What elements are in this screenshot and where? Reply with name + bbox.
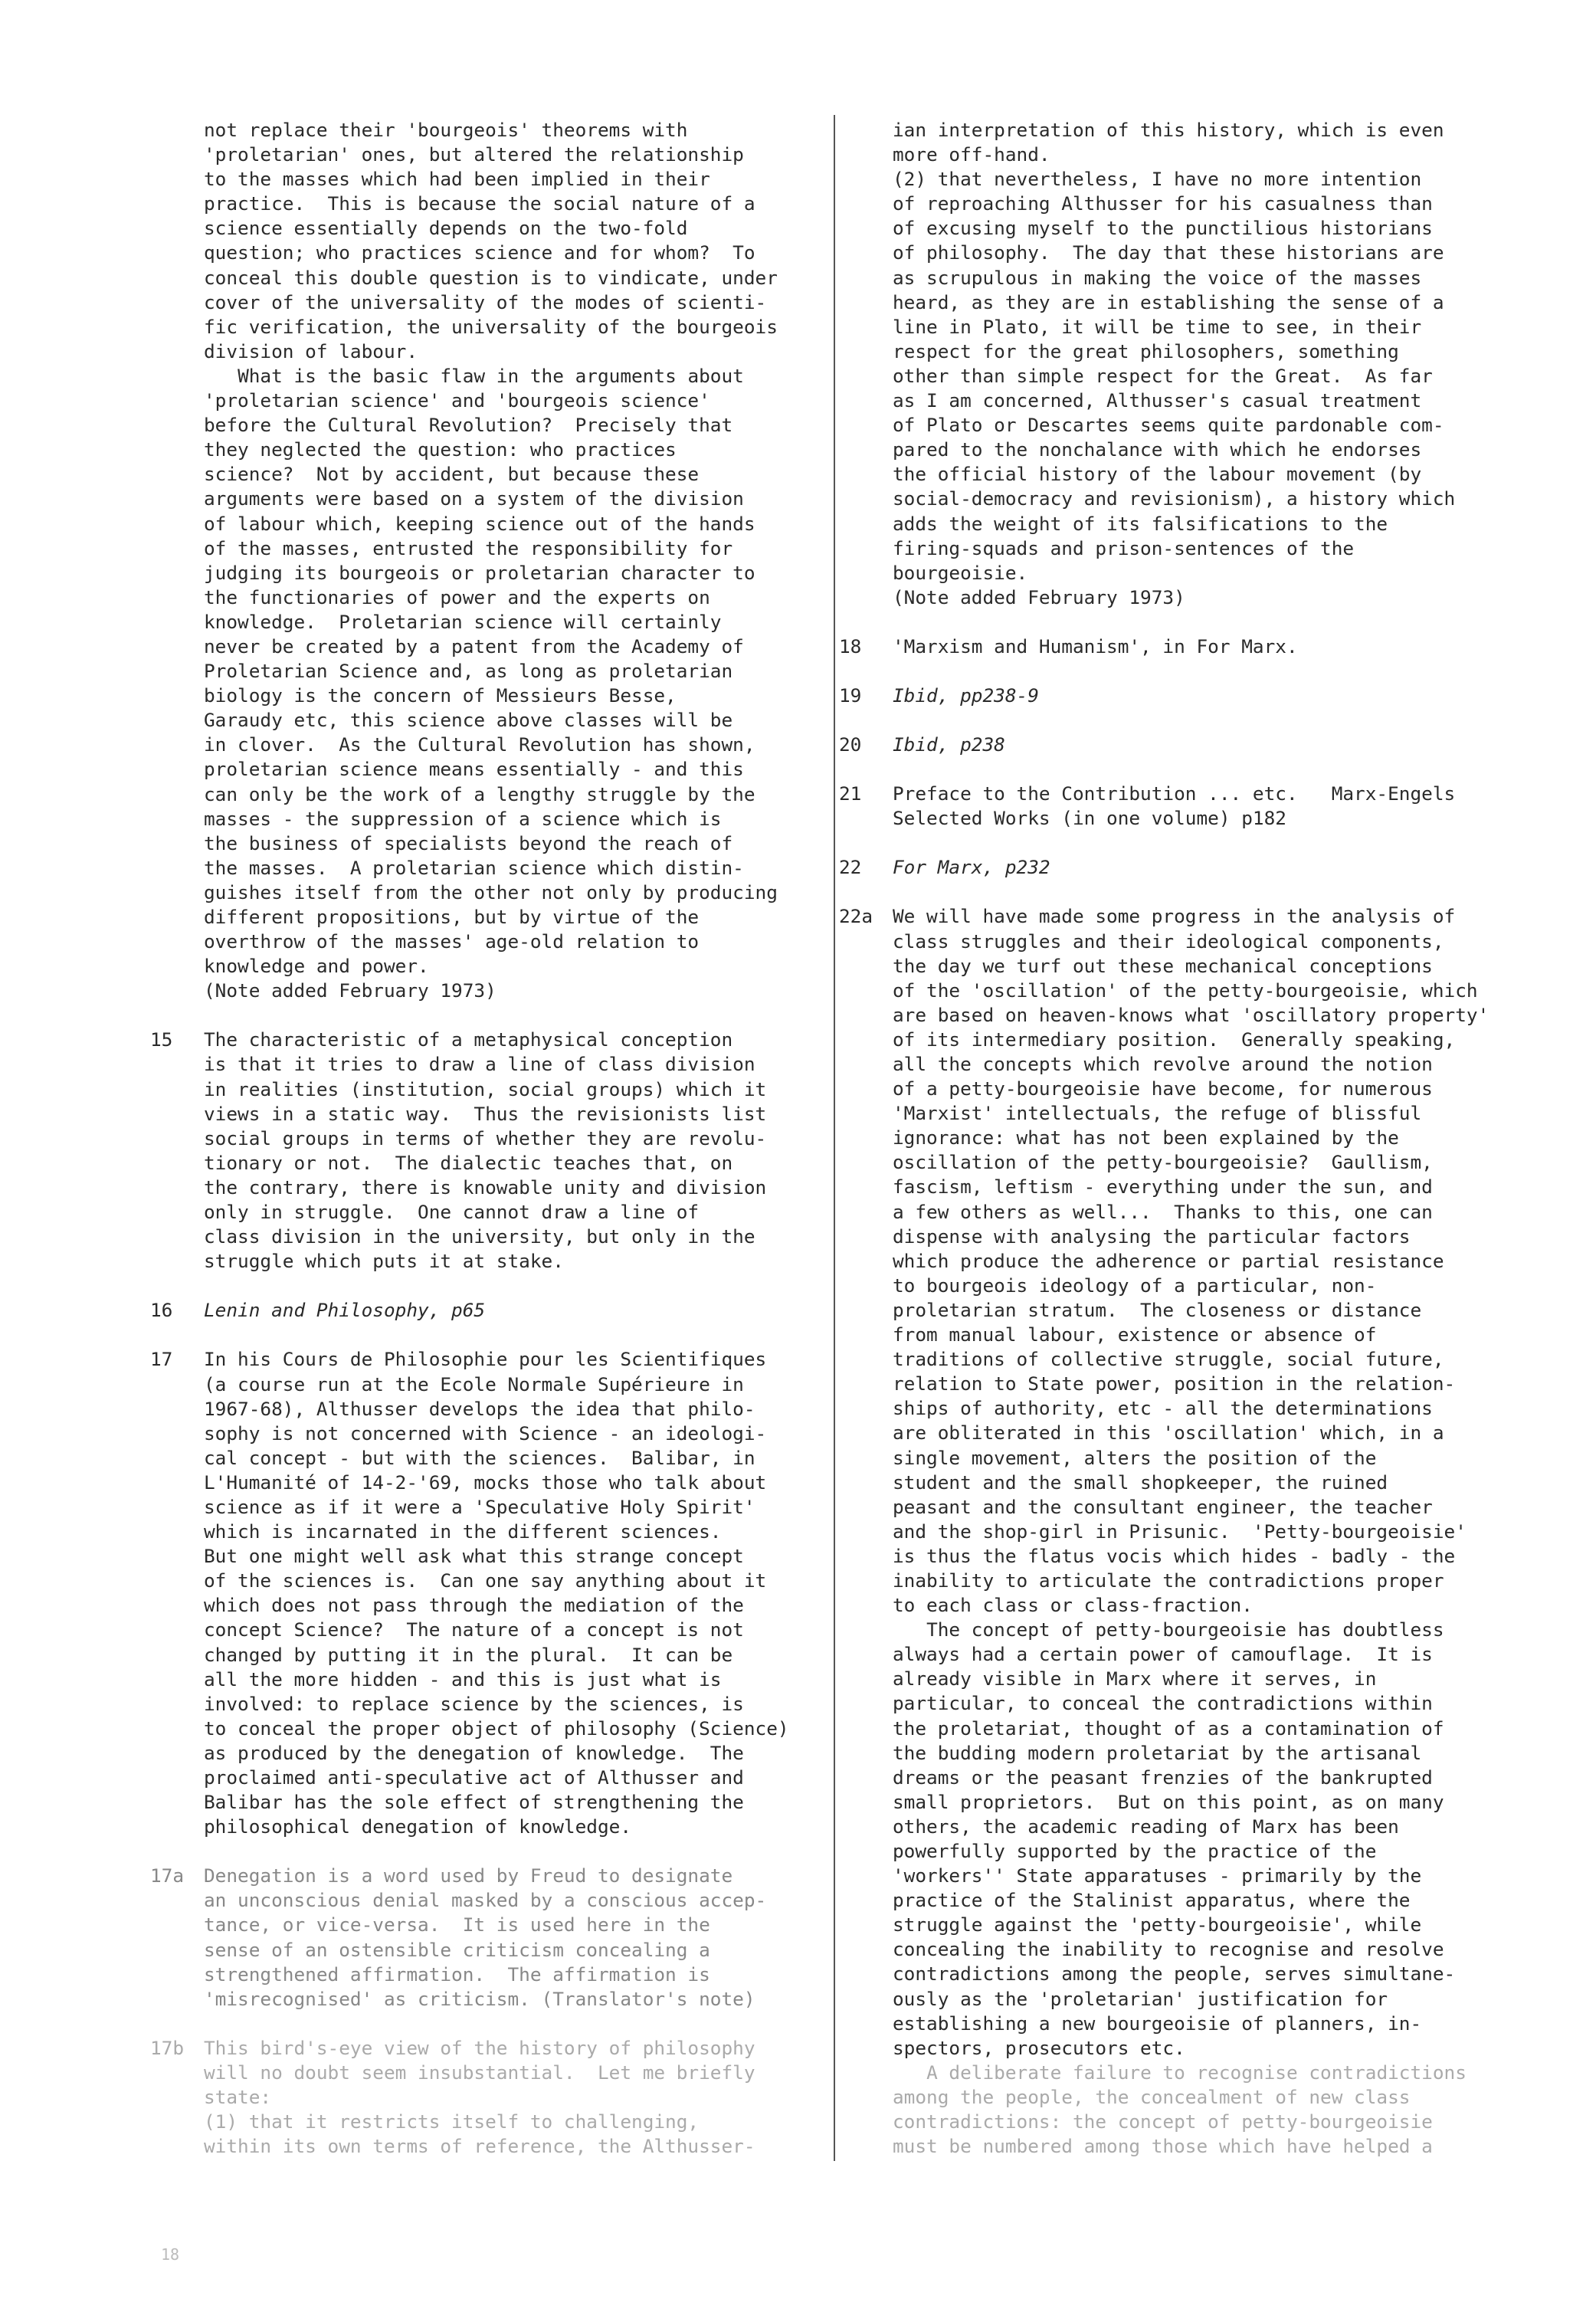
note-number: 20 [839, 733, 862, 756]
note-18 [839, 635, 1529, 659]
note-text: Lenin and Philosophy, p65 [204, 1299, 486, 1322]
note-22 [839, 855, 1529, 880]
note-14-continuation: not replace their 'bourgeois' theorems with 'proletarian' ones, but altered the relationship to the masses which had been implied in their practice. This is because the social nature of a science essentially depends on the two-fold question; who practices science and for whom? To conceal this double question is to vindicate, under cover of the universality of the modes of scienti- fic verification, the universality of the bourgeois division of labour. What is the basic flaw in the arguments about 'proletarian science' and 'bourgeois science' before the Cultural Revolution? Precisely that they neglected the question: who practices science? Not by accident, but because these arguments were based on a system of the division of labour which, keeping science out of the hands of the masses, entrusted the responsibility for judging its bourgeois or proletarian character to the functionaries of power and the experts on knowledge. Proletarian science will certainly never be created by a patent from the Academy of Proletarian Science and, as long as proletarian biology is the concern of Messieurs Besse, Garaudy etc, this science above classes will be in clover. As the Cultural Revolution has shown, proletarian science means essentially - and this can only be the work of a lengthy struggle by the masses - the suppression of a science which is the business of specialists beyond the reach of the masses. A proletarian science which distin- guishes itself from the other not only by producing different propositions, but by virtue of the overthrow of the masses' age-old relation to knowledge and power. (Note added February 1973) [204, 119, 778, 1002]
note-text: In his Cours de Philosophie pour les Scientifiques (a course run at the Ecole Normale Supérieure in 1967-68), Althusser develops the idea that philo- sophy is not concerned with Science - an ideologi- cal concept - but with the sciences. Balibar, in L'Humanité of 14-2-'69, mocks those who talk about science as if it were a 'Speculative Holy Spirit' which is incarnated in the different sciences. But one might well ask what this strange concept of the sciences is. Can one say anything about it which does not pass through the mediation of the concept Science? The nature of a concept is not changed by putting it in the plural. It can be all the more hidden - and this is just what is involved: to replace science by the sciences, is to conceal the proper object of philosophy (Science) as produced by the denegation of knowledge. The proclaimed anti-speculative act of Althusser and Balibar has the sole effect of strengthening the philosophical denegation of knowledge. [204, 1348, 789, 1838]
note-number: 15 [150, 1028, 173, 1051]
note-17b [150, 2036, 824, 2159]
note-text: This bird's-eye view of the history of philosophy will no doubt seem insubstantial. Let me briefly state: (1) that it restricts itself to challenging, within its own terms of reference, the Althusser- [204, 2036, 755, 2158]
note-number: 16 [150, 1299, 173, 1322]
note-number: 19 [839, 684, 862, 707]
note-number: 17 [150, 1348, 173, 1371]
column-divider [834, 115, 835, 2161]
note-17 [150, 1347, 824, 1839]
note-number: 17a [150, 1864, 185, 1887]
note-22a [839, 904, 1529, 2159]
right-column [839, 118, 1529, 2159]
note-number: 17b [150, 2036, 185, 2059]
note-text: Denegation is a word used by Freud to designate an unconscious denial masked by a conscious accep- tance, or vice-versa. It is used here in the sense of an ostensible criticism concealing a strengthened affirmation. The affirmation is 'misrecognised' as criticism. (Translator's note) [204, 1864, 767, 2010]
note-text: Ibid, pp238-9 [893, 684, 1039, 707]
note-16 [150, 1298, 824, 1323]
note-text: 'Marxism and Humanism', in For Marx. [893, 635, 1298, 657]
page-number: 18 [161, 2245, 180, 2264]
note-text: Ibid, p238 [893, 733, 1005, 756]
note-text: Preface to the Contribution ... etc. Marx-Engels Selected Works (in one volume) p182 [893, 782, 1456, 830]
note-20 [839, 733, 1529, 757]
left-column [150, 118, 824, 2159]
note-21 [839, 782, 1529, 831]
note-text: The characteristic of a metaphysical conception is that it tries to draw a line of class division in realities (institution, social groups) which it views in a static way. Thus the revisionists list social groups in terms of whether they are revolu- tionary or not. The dialectic teaches that, on the contrary, there is knowable unity and division only in struggle. One cannot draw a line of class division in the university, but only in the struggle which puts it at stake. [204, 1028, 767, 1273]
note-number: 18 [839, 635, 862, 657]
note-number: 21 [839, 782, 862, 805]
note-text: For Marx, p232 [893, 856, 1050, 879]
note-number: 22a [839, 905, 873, 928]
note-19 [839, 684, 1529, 708]
note-number: 22 [839, 856, 862, 879]
note-text: We will have made some progress in the analysis of class struggles and their ideological components, the day we turf out these mechanical conceptions of the 'oscillation' of the petty-bourgeoisie, which are based on heaven-knows what 'oscillatory property' of its intermediary position. Generally speaking, all the concepts which revolve around the notion of a petty-bourgeoisie have become, for numerous 'Marxist' intellectuals, the refuge of blissful ignorance: what has not been explained by the oscillation of the petty-bourgeoisie? Gaullism, fascism, leftism - everything under the sun, and a few others as well... Thanks to this, one can dispense with analysing the particular factors which produce the adherence or partial resistance to bourgeois ideology of a particular, non- proletarian stratum. The closeness or distance from manual labour, existence or absence of traditions of collective struggle, social future, relation to State power, position in the relation- ships of authority, etc - all the determinations are obliterated in this 'oscillation' which, in a single movement, alters the position of the student and the small shopkeeper, the ruined peasant and the consultant engineer, the teacher and the shop-girl in Prisunic. 'Petty-bourgeoisie' is thus the flatus vocis which hides - badly - the inability to articulate the contradictions proper to each class or class-fraction. The concept of petty-bourgeoisie has doubtless always had a certain power of camouflage. It is already visible in Marx where it serves, in particular, to conceal the contradictions within the proletariat, thought of as a contamination of the budding modern proletariat by the artisanal dreams or the peasant frenzies of the bankrupted small proprietors. But on this point, as on many others, the academic reading of Marx has been powerfully supported by the practice of the 'workers'' State apparatuses - primarily by the practice of the Stalinist apparatus, where the struggle against the 'petty-bourgeoisie', while concealing the inability to recognise and resolve contradictions among the people, serves simultane- ously as the 'proletarian' justification for establishing a new bourgeoisie of planners, in- spectors, prosecutors etc. [893, 905, 1489, 2059]
note-17a [150, 1864, 824, 2012]
note-15 [150, 1028, 824, 1274]
note-17b-continuation: ian interpretation of this history, which is even more off-hand. (2) that nevertheless, I have no more intention of reproaching Althusser for his casualness than of excusing myself to the punctilious historians of philosophy. The day that these historians are as scrupulous in making the voice of the masses heard, as they are in establishing the sense of a line in Plato, it will be time to see, in their respect for the great philosophers, something other than simple respect for the Great. As far as I am concerned, Althusser's casual treatment of Plato or Descartes seems quite pardonable com- pared to the nonchalance with which he endorses the official history of the labour movement (by social-democracy and revisionism), a history which adds the weight of its falsifications to the firing-squads and prison-sentences of the bourgeoisie. (Note added February 1973) [893, 119, 1456, 608]
note-text-faint: A deliberate failure to recognise contradictions among the people, the concealment of new class contradictions: the concept of petty-bourgeoisie must be numbered among those which have helped a [893, 2061, 1467, 2158]
